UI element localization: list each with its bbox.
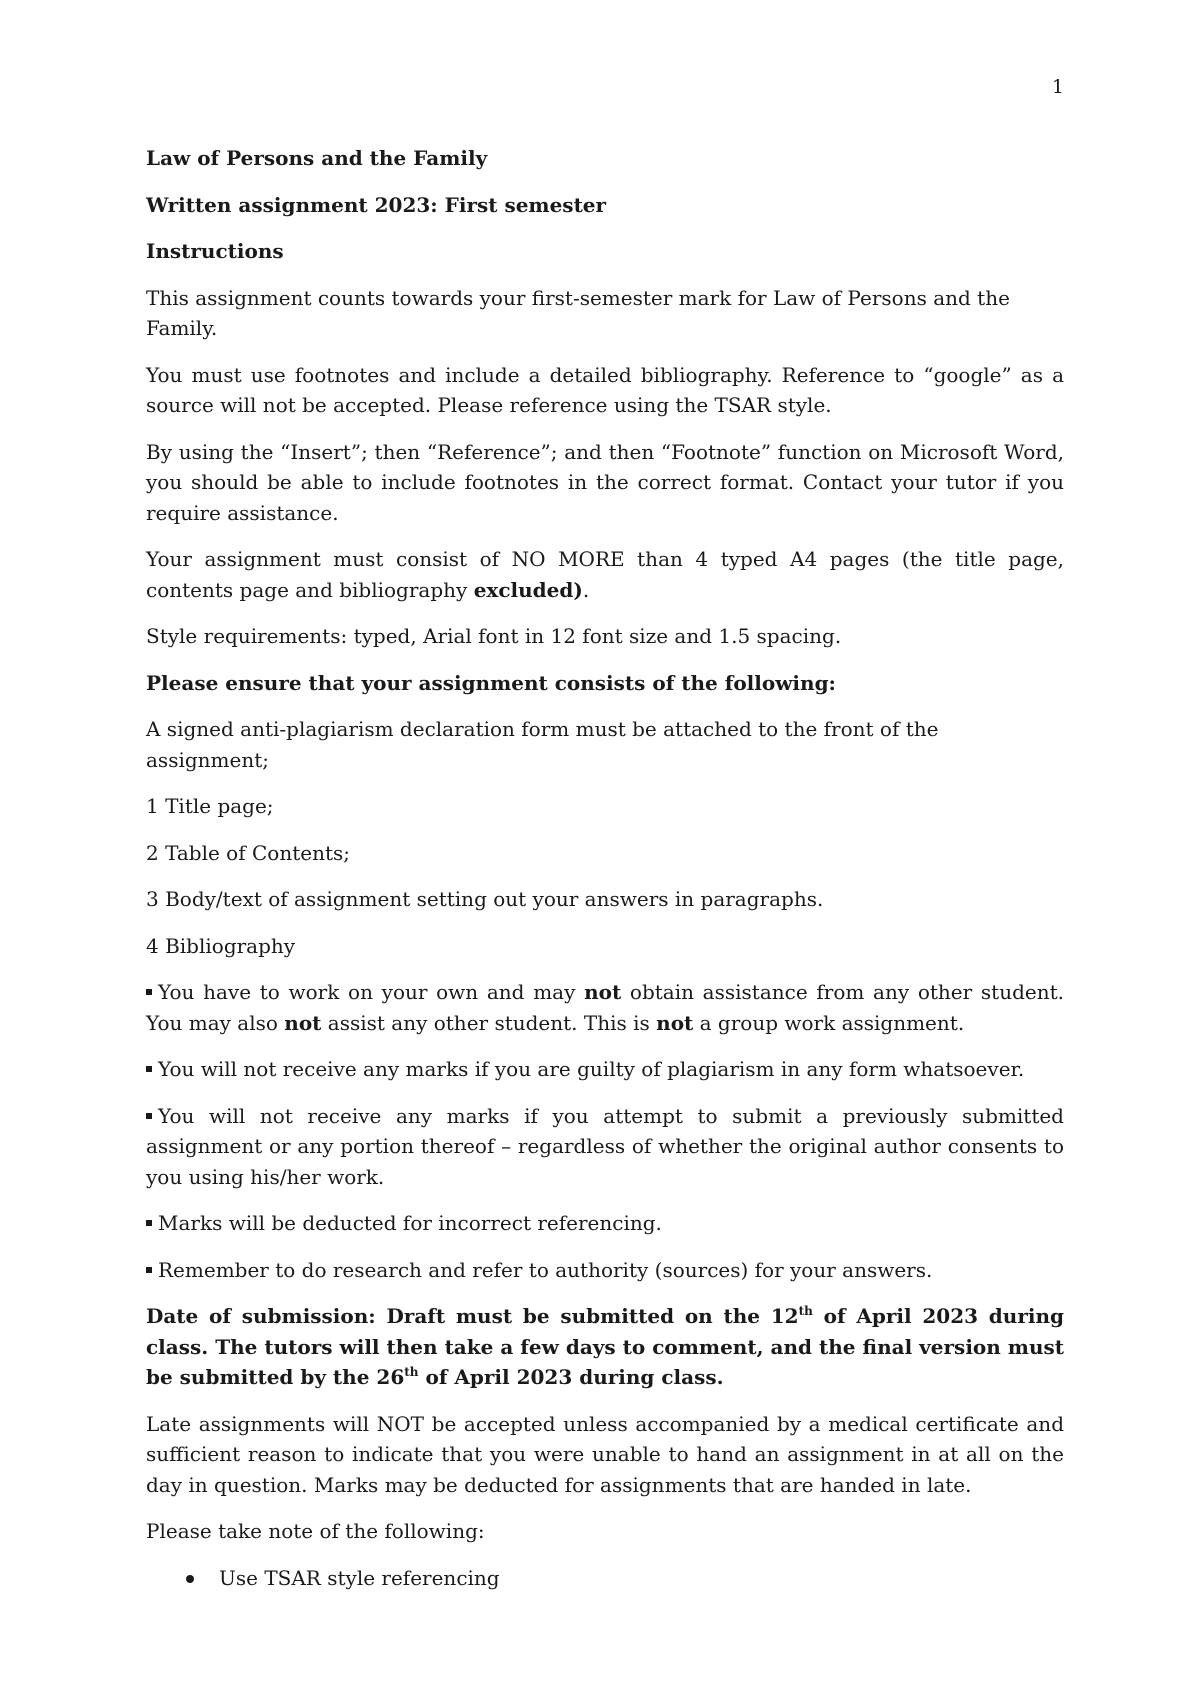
pages-text: Your assignment must consist of NO MORE than 4 typed A4 pages (the title page, contents page and bibliography [146,547,1064,602]
rule-paragraph: Marks will be deducted for incorrect referencing. [146,1208,1064,1239]
footnotes-paragraph: You must use footnotes and include a detailed bibliography. Reference to “google” as a source will not be accepted. Please reference using the TSAR style. [146,362,1064,417]
pages-paragraph [146,544,1064,605]
bullet-item: Use TSAR style referencing [146,1563,1064,1594]
insert-paragraph: By using the “Insert”; then “Reference”; and then “Footnote” function on Microsoft Word, you should be able to include footnotes in the correct format. Contact your tutor if you require assistance. [146,439,1064,525]
instructions-heading: Instructions [146,239,284,263]
page-number: 1 [1051,76,1064,98]
list-item: 4 Bibliography [146,933,296,958]
square-bullet-icon [146,1066,152,1072]
square-bullet-icon [146,989,152,995]
note-heading: Please take note of the following: [146,1519,485,1543]
bullet-dot-icon [186,1575,194,1583]
pages-bold: excluded) [473,577,583,602]
document-title: Law of Persons and the Family [146,146,488,170]
square-bullet-icon [146,1113,152,1119]
style-paragraph: Style requirements: typed, Arial font in 12 font size and 1.5 spacing. [146,624,842,648]
late-paragraph: Late assignments will NOT be accepted unless accompanied by a medical certificate and sufficient reason to indicate that you were unable to hand an assignment in at all on the day in question. Marks may be deducted for assignments that are handed in late. [146,1411,1064,1497]
square-bullet-icon [146,1267,152,1273]
list-item: 3 Body/text of assignment setting out your answers in paragraphs. [146,887,824,911]
rule-paragraph: You will not receive any marks if you are guilty of plagiarism in any form whatsoever. [146,1054,1064,1085]
rule-paragraph: You have to work on your own and may not obtain assistance from any other student. You may also not assist any other student. This is not a group work assignment. [146,980,1064,1035]
rule-paragraph: You will not receive any marks if you attempt to submit a previously submitted assignment or any portion thereof – regardless of whether the original author consents to you using his/her work. [146,1103,1064,1189]
rule-paragraph: Remember to do research and refer to authority (sources) for your answers. [146,1255,1064,1286]
document-body [146,143,1064,1593]
intro-paragraph: This assignment counts towards your first-semester mark for Law of Persons and the Family. [146,285,1010,340]
bullet-list [146,1563,1064,1594]
ensure-heading: Please ensure that your assignment consists of the following: [146,670,836,695]
list-item: 1 Title page; [146,794,274,818]
submission-paragraph: Date of submission: Draft must be submitted on the 12th of April 2023 during class. The tutors will then take a few days to comment, and the final version must be submitted by the 26th of April 2023 during class. [146,1304,1064,1389]
declaration-paragraph: A signed anti-plagiarism declaration form must be attached to the front of the assignment; [146,717,939,772]
pages-end: . [582,577,590,602]
list-item: 2 Table of Contents; [146,840,351,865]
square-bullet-icon [146,1220,152,1226]
document-subtitle: Written assignment 2023: First semester [146,192,607,217]
